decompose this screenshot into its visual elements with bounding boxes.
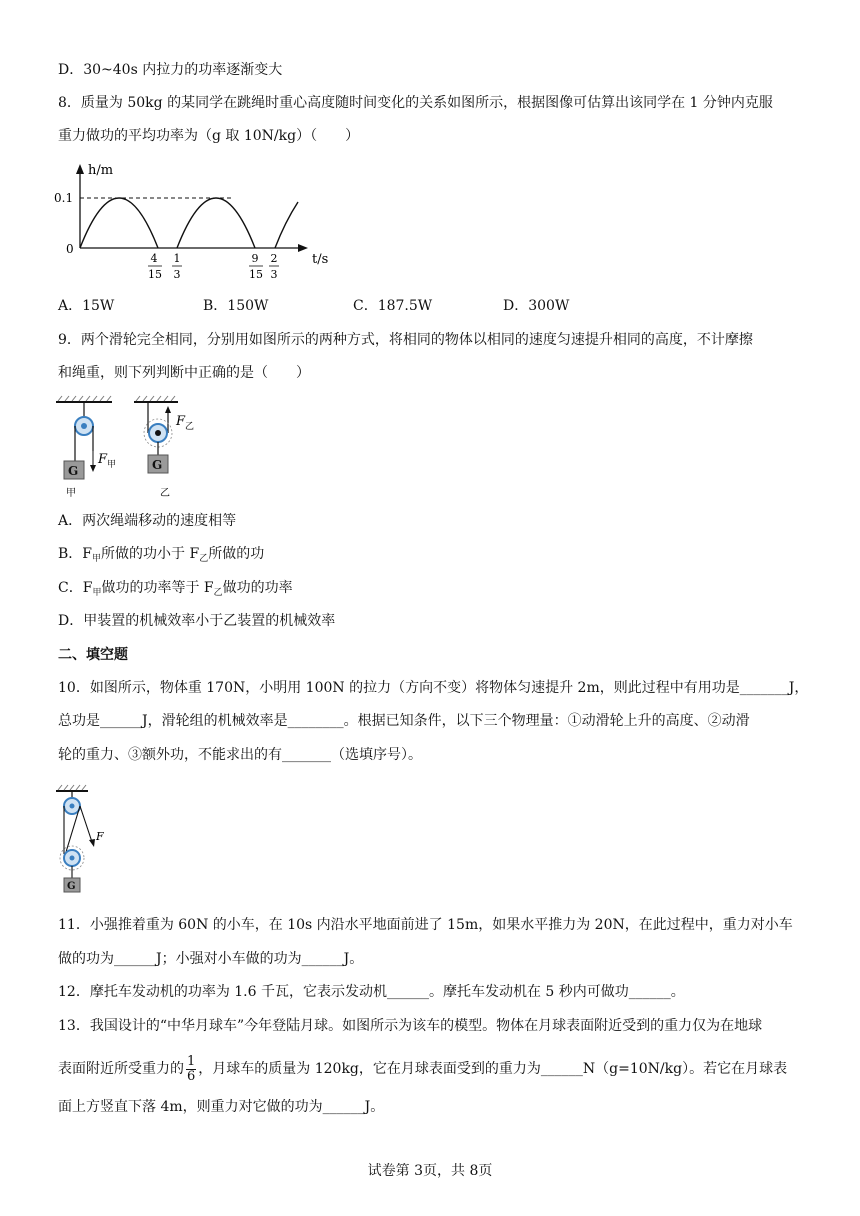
q11-stem-line2: 做的功为______J；小强对小车做的功为______J。 [58, 951, 364, 967]
x-tick-9-15 [249, 252, 263, 280]
x-tick-2-3 [269, 252, 279, 280]
svg-text:3: 3 [270, 268, 278, 280]
q10-stem-line2: 总功是______J，滑轮组的机械效率是________。根据已知条件，以下三个物理量：①动滑轮上升的高度、②动滑 [58, 713, 750, 729]
q8-option-c: C．187.5W [353, 298, 433, 314]
svg-text:15: 15 [249, 268, 263, 280]
x-tick-4-15 [148, 252, 162, 280]
q7-option-d: D．30~40s 内拉力的功率逐渐变大 [58, 62, 283, 78]
q12-stem: 12．摩托车发动机的功率为 1.6 千瓦，它表示发动机______。摩托车发动机在 5 秒内可做功______。 [58, 984, 685, 1000]
q11-stem-line1: 11．小强推着重为 60N 的小车，在 10s 内沿水平地面前进了 15m，如果水平推力为 20N，在此过程中，重力对小车 [58, 917, 793, 933]
q9-pulley-figure [52, 393, 222, 503]
q8-height-time-graph [50, 160, 340, 280]
q13-stem-line2: 表面附近所受重力的 $\frac{1}{6}$ ，月球车的质量为 120kg，它在月球表面受到的重力为______N（g=10N/kg）。若它在月球表 [58, 1053, 788, 1084]
q8-option-a: A．15W [58, 298, 115, 314]
q9-option-d: D．甲装置的机械效率小于乙装置的机械效率 [58, 613, 336, 629]
q9-fig-G-jia: G [68, 464, 79, 478]
q10-stem-line3: 轮的重力、③额外功，不能求出的有_______（选填序号）。 [58, 747, 422, 763]
q10-fig-G: G [67, 881, 76, 892]
q13-stem-line3: 面上方竖直下落 4m，则重力对它做的功为______J。 [58, 1099, 385, 1115]
q8-stem-line2: 重力做功的平均功率为（g 取 10N/kg）（ ） [58, 128, 360, 144]
x-tick-1-3 [172, 252, 182, 280]
q10-pulley-block-figure [52, 782, 112, 902]
q10-fig-F: F [96, 830, 104, 843]
section-title-fill-in: 二、填空题 [58, 647, 128, 663]
svg-text:1: 1 [173, 252, 181, 265]
q9-option-b: B．$F_甲$所做的功小于 $F_乙$所做的功 [58, 546, 265, 564]
svg-text:3: 3 [173, 268, 181, 280]
y-axis-label: h/m [88, 163, 114, 178]
q9-fig-sub-yi: 乙 [185, 422, 195, 432]
q10-stem-line1: 10．如图所示，物体重 170N，小明用 100N 的拉力（方向不变）将物体匀速提升 2m，则此过程中有用功是_______J， [58, 680, 809, 696]
q9-stem-line1: 9．两个滑轮完全相同，分别用如图所示的两种方式，将相同的物体以相同的速度匀速提升相同的高度，不计摩擦 [58, 332, 753, 348]
q9-fig-caption-yi: 乙 [160, 488, 170, 499]
page-footer: 试卷第 3页，共 8页 [367, 1163, 493, 1179]
q9-stem-line2: 和绳重，则下列判断中正确的是（ ） [58, 365, 310, 381]
fraction-one-sixth: $\frac{1}{6}$ [187, 1053, 196, 1084]
svg-text:4: 4 [150, 252, 158, 265]
q13-stem-line1: 13．我国设计的“中华月球车”今年登陆月球。如图所示为该车的模型。物体在月球表面附近受到的重力仅为在地球 [58, 1018, 763, 1034]
q9-fig-F-yi: F [176, 414, 186, 429]
q9-option-c: C．$F_甲$做功的功率等于 $F_乙$做功的功率 [58, 580, 293, 598]
svg-text:2: 2 [270, 252, 278, 265]
y-tick-0-1: 0.1 [54, 191, 74, 205]
svg-text:15: 15 [148, 268, 162, 280]
q8-option-b: B．150W [203, 298, 269, 314]
q9-fig-sub-jia: 甲 [107, 460, 117, 470]
q9-option-a: A．两次绳端移动的速度相等 [58, 513, 237, 529]
x-axis-label: t/s [312, 252, 329, 267]
q8-stem-line1: 8．质量为 50kg 的某同学在跳绳时重心高度随时间变化的关系如图所示，根据图像可估算出该同学在 1 分钟内克服 [58, 95, 773, 111]
q9-fig-G-yi: G [152, 458, 163, 472]
q9-fig-F-jia: F [98, 452, 108, 467]
origin-label: 0 [66, 242, 74, 256]
svg-text:9: 9 [251, 252, 259, 265]
q8-option-d: D．300W [503, 298, 570, 314]
q9-fig-caption-jia: 甲 [66, 488, 76, 499]
